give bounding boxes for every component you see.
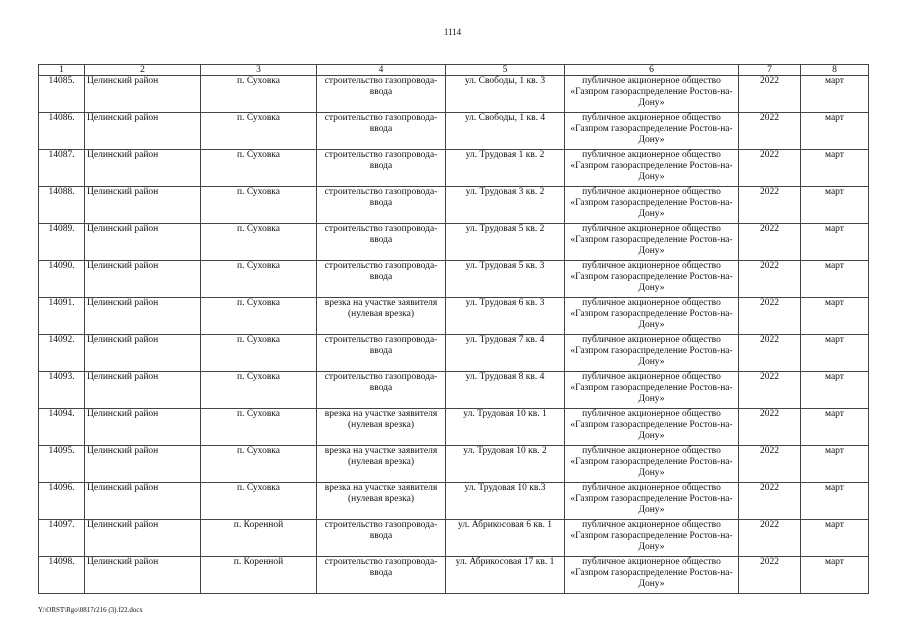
address-cell: ул. Трудовая 7 кв. 4 <box>446 335 565 372</box>
address-cell: ул. Трудовая 10 кв. 1 <box>446 409 565 446</box>
address-cell: ул. Абрикосовая 17 кв. 1 <box>446 557 565 594</box>
column-header: 3 <box>201 65 317 76</box>
table-row <box>39 335 869 372</box>
address-cell: ул. Трудовая 5 кв. 3 <box>446 261 565 298</box>
work-type-cell: строительство газопровода-ввода <box>317 372 446 409</box>
address-cell: ул. Трудовая 5 кв. 2 <box>446 224 565 261</box>
organization-cell: публичное акционерное общество «Газпром газораспределение Ростов-на-Дону» <box>565 557 739 594</box>
year-cell: 2022 <box>739 372 801 409</box>
year-cell: 2022 <box>739 113 801 150</box>
year-cell: 2022 <box>739 224 801 261</box>
column-header: 7 <box>739 65 801 76</box>
organization-cell: публичное акционерное общество «Газпром газораспределение Ростов-на-Дону» <box>565 76 739 113</box>
settlement-cell: п. Суховка <box>201 224 317 261</box>
work-type-cell: строительство газопровода-ввода <box>317 113 446 150</box>
file-path-footer: Y:\ORST\Rgo\0817r216 (3).f22.docx <box>38 606 143 614</box>
table-row <box>39 446 869 483</box>
month-cell: март <box>801 113 869 150</box>
month-cell: март <box>801 409 869 446</box>
column-header: 2 <box>85 65 201 76</box>
work-type-cell: врезка на участке заявителя (нулевая врезка) <box>317 483 446 520</box>
settlement-cell: п. Суховка <box>201 372 317 409</box>
schedule-table <box>38 64 869 594</box>
table-row <box>39 372 869 409</box>
year-cell: 2022 <box>739 261 801 298</box>
organization-cell: публичное акционерное общество «Газпром газораспределение Ростов-на-Дону» <box>565 113 739 150</box>
district-cell: Целинский район <box>85 335 201 372</box>
organization-cell: публичное акционерное общество «Газпром газораспределение Ростов-на-Дону» <box>565 224 739 261</box>
district-cell: Целинский район <box>85 446 201 483</box>
year-cell: 2022 <box>739 335 801 372</box>
row-number-cell: 14091. <box>39 298 85 335</box>
row-number-cell: 14089. <box>39 224 85 261</box>
address-cell: ул. Свободы, 1 кв. 3 <box>446 76 565 113</box>
year-cell: 2022 <box>739 187 801 224</box>
organization-cell: публичное акционерное общество «Газпром газораспределение Ростов-на-Дону» <box>565 520 739 557</box>
table-row <box>39 224 869 261</box>
table-row <box>39 298 869 335</box>
address-cell: ул. Трудовая 10 кв. 2 <box>446 446 565 483</box>
row-number-cell: 14097. <box>39 520 85 557</box>
work-type-cell: врезка на участке заявителя (нулевая врезка) <box>317 298 446 335</box>
district-cell: Целинский район <box>85 150 201 187</box>
table-row <box>39 187 869 224</box>
month-cell: март <box>801 261 869 298</box>
district-cell: Целинский район <box>85 76 201 113</box>
row-number-cell: 14087. <box>39 150 85 187</box>
address-cell: ул. Трудовая 1 кв. 2 <box>446 150 565 187</box>
year-cell: 2022 <box>739 520 801 557</box>
district-cell: Целинский район <box>85 224 201 261</box>
row-number-cell: 14094. <box>39 409 85 446</box>
settlement-cell: п. Суховка <box>201 261 317 298</box>
year-cell: 2022 <box>739 150 801 187</box>
district-cell: Целинский район <box>85 113 201 150</box>
work-type-cell: строительство газопровода-ввода <box>317 224 446 261</box>
month-cell: март <box>801 483 869 520</box>
month-cell: март <box>801 224 869 261</box>
month-cell: март <box>801 372 869 409</box>
table-row <box>39 150 869 187</box>
settlement-cell: п. Коренной <box>201 520 317 557</box>
year-cell: 2022 <box>739 298 801 335</box>
month-cell: март <box>801 520 869 557</box>
column-header: 6 <box>565 65 739 76</box>
district-cell: Целинский район <box>85 261 201 298</box>
organization-cell: публичное акционерное общество «Газпром газораспределение Ростов-на-Дону» <box>565 298 739 335</box>
district-cell: Целинский район <box>85 372 201 409</box>
table-row <box>39 261 869 298</box>
work-type-cell: строительство газопровода-ввода <box>317 261 446 298</box>
month-cell: март <box>801 76 869 113</box>
work-type-cell: строительство газопровода-ввода <box>317 150 446 187</box>
organization-cell: публичное акционерное общество «Газпром газораспределение Ростов-на-Дону» <box>565 335 739 372</box>
settlement-cell: п. Суховка <box>201 150 317 187</box>
district-cell: Целинский район <box>85 187 201 224</box>
address-cell: ул. Свободы, 1 кв. 4 <box>446 113 565 150</box>
year-cell: 2022 <box>739 483 801 520</box>
table-row <box>39 557 869 594</box>
settlement-cell: п. Суховка <box>201 76 317 113</box>
settlement-cell: п. Суховка <box>201 409 317 446</box>
settlement-cell: п. Суховка <box>201 483 317 520</box>
table-row <box>39 520 869 557</box>
work-type-cell: строительство газопровода-ввода <box>317 335 446 372</box>
table-row <box>39 76 869 113</box>
table-row <box>39 483 869 520</box>
table-body <box>39 76 869 594</box>
row-number-cell: 14095. <box>39 446 85 483</box>
row-number-cell: 14096. <box>39 483 85 520</box>
column-number-row <box>39 65 869 76</box>
settlement-cell: п. Суховка <box>201 298 317 335</box>
district-cell: Целинский район <box>85 483 201 520</box>
settlement-cell: п. Суховка <box>201 446 317 483</box>
work-type-cell: строительство газопровода-ввода <box>317 76 446 113</box>
organization-cell: публичное акционерное общество «Газпром газораспределение Ростов-на-Дону» <box>565 409 739 446</box>
row-number-cell: 14093. <box>39 372 85 409</box>
row-number-cell: 14088. <box>39 187 85 224</box>
row-number-cell: 14090. <box>39 261 85 298</box>
column-header: 1 <box>39 65 85 76</box>
organization-cell: публичное акционерное общество «Газпром газораспределение Ростов-на-Дону» <box>565 446 739 483</box>
settlement-cell: п. Коренной <box>201 557 317 594</box>
row-number-cell: 14085. <box>39 76 85 113</box>
address-cell: ул. Трудовая 3 кв. 2 <box>446 187 565 224</box>
work-type-cell: строительство газопровода-ввода <box>317 187 446 224</box>
row-number-cell: 14098. <box>39 557 85 594</box>
organization-cell: публичное акционерное общество «Газпром газораспределение Ростов-на-Дону» <box>565 372 739 409</box>
column-header: 4 <box>317 65 446 76</box>
address-cell: ул. Трудовая 6 кв. 3 <box>446 298 565 335</box>
work-type-cell: врезка на участке заявителя (нулевая врезка) <box>317 446 446 483</box>
organization-cell: публичное акционерное общество «Газпром газораспределение Ростов-на-Дону» <box>565 187 739 224</box>
organization-cell: публичное акционерное общество «Газпром газораспределение Ростов-на-Дону» <box>565 261 739 298</box>
settlement-cell: п. Суховка <box>201 187 317 224</box>
year-cell: 2022 <box>739 409 801 446</box>
district-cell: Целинский район <box>85 520 201 557</box>
settlement-cell: п. Суховка <box>201 335 317 372</box>
work-type-cell: врезка на участке заявителя (нулевая врезка) <box>317 409 446 446</box>
month-cell: март <box>801 557 869 594</box>
month-cell: март <box>801 187 869 224</box>
table-row <box>39 409 869 446</box>
year-cell: 2022 <box>739 557 801 594</box>
column-header: 8 <box>801 65 869 76</box>
row-number-cell: 14086. <box>39 113 85 150</box>
month-cell: март <box>801 446 869 483</box>
month-cell: март <box>801 298 869 335</box>
work-type-cell: строительство газопровода-ввода <box>317 520 446 557</box>
district-cell: Целинский район <box>85 298 201 335</box>
organization-cell: публичное акционерное общество «Газпром газораспределение Ростов-на-Дону» <box>565 150 739 187</box>
year-cell: 2022 <box>739 76 801 113</box>
address-cell: ул. Трудовая 10 кв.3 <box>446 483 565 520</box>
page-number: 1114 <box>443 27 462 37</box>
month-cell: март <box>801 335 869 372</box>
district-cell: Целинский район <box>85 557 201 594</box>
column-header: 5 <box>446 65 565 76</box>
month-cell: март <box>801 150 869 187</box>
row-number-cell: 14092. <box>39 335 85 372</box>
district-cell: Целинский район <box>85 409 201 446</box>
work-type-cell: строительство газопровода-ввода <box>317 557 446 594</box>
year-cell: 2022 <box>739 446 801 483</box>
settlement-cell: п. Суховка <box>201 113 317 150</box>
table-row <box>39 113 869 150</box>
address-cell: ул. Абрикосовая 6 кв. 1 <box>446 520 565 557</box>
organization-cell: публичное акционерное общество «Газпром газораспределение Ростов-на-Дону» <box>565 483 739 520</box>
address-cell: ул. Трудовая 8 кв. 4 <box>446 372 565 409</box>
